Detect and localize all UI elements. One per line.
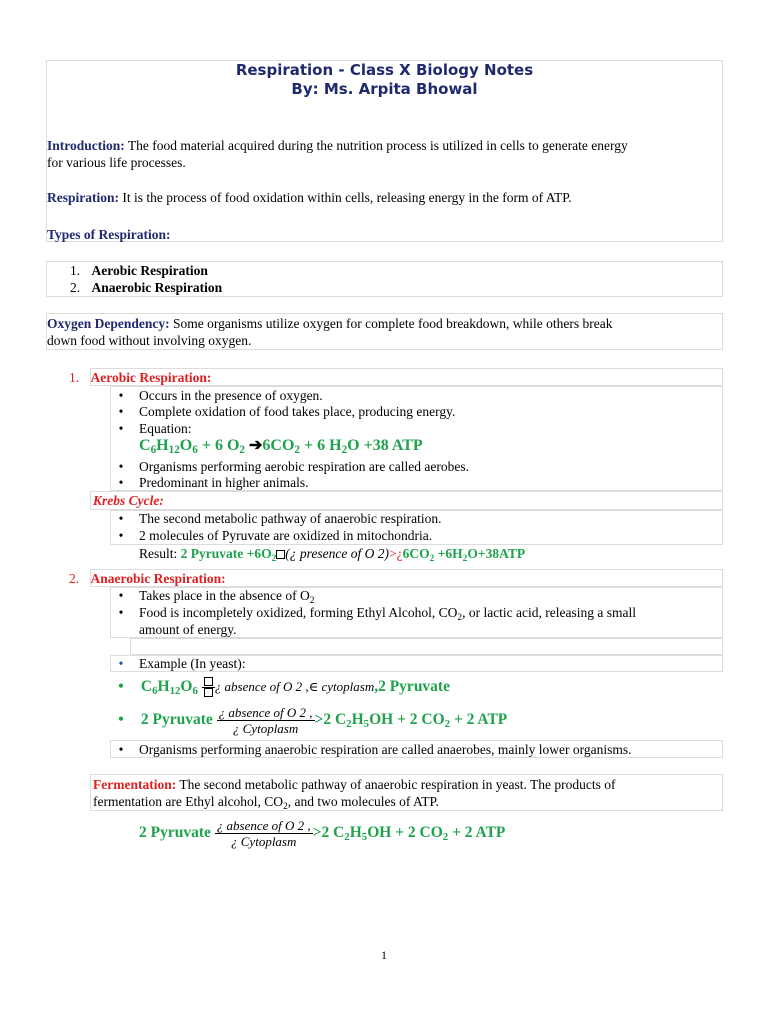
aerobic-number: 1. bbox=[69, 370, 80, 385]
aerobic-bullet-2-text: Complete oxidation of food takes place, producing energy. bbox=[139, 404, 456, 419]
types-item-2-number: 2. bbox=[70, 280, 81, 295]
page-number: 1 bbox=[381, 948, 387, 962]
anaerobic-heading bbox=[69, 570, 226, 587]
introduction-text-2: for various life processes. bbox=[47, 155, 186, 170]
anaerobic-bullet-last bbox=[115, 741, 631, 758]
bullet-icon: • bbox=[118, 421, 124, 436]
krebs-bullet-2 bbox=[115, 527, 432, 544]
respiration-definition bbox=[47, 189, 727, 206]
anaerobic-equation-1: • $C_6H_{12}O_6$ ¿ absence of O 2 ,∈ cytoplasm,2 Pyruvate bbox=[115, 674, 450, 700]
example-line bbox=[115, 655, 245, 672]
aerobic-heading-text: Aerobic Respiration: bbox=[90, 370, 212, 385]
aerobic-bullet-3-text: Equation: bbox=[139, 421, 192, 436]
respiration-text: It is the process of food oxidation within cells, releasing energy in the form of ATP. bbox=[119, 190, 572, 205]
types-item-1-label: Aerobic Respiration bbox=[91, 263, 208, 278]
types-item-1 bbox=[70, 262, 208, 279]
anaerobic-bullet-1: • Takes place in the absence of $O_2$ bbox=[115, 587, 314, 604]
fermentation-equation: 2 Pyruvate $\frac{\text{¿ absence of O 2 ,}}{\text{¿ Cytoplasm}}$ >2 $C_2H_5OH + 2$ $CO_2 + 2$ ATP bbox=[139, 817, 506, 849]
box-glyph-icon bbox=[276, 550, 285, 559]
page-title bbox=[46, 61, 723, 99]
introduction-paragraph bbox=[47, 137, 727, 171]
krebs-result: Result: 2 Pyruvate $+6O_2$ (¿ presence of O $2)>¿6CO_2 +6H_2O+38ATP$ bbox=[139, 546, 526, 564]
oxygen-paragraph bbox=[47, 315, 722, 349]
types-heading: Types of Respiration: bbox=[47, 227, 171, 242]
anaerobic-heading-text: Anaerobic Respiration: bbox=[90, 571, 226, 586]
bullet-icon: • bbox=[118, 404, 124, 419]
krebs-heading-box bbox=[90, 491, 723, 510]
bullet-icon: • bbox=[118, 528, 124, 543]
aerobic-bullet-1-text: Occurs in the presence of oxygen. bbox=[139, 388, 323, 403]
title-line-1: Respiration - Class X Biology Notes bbox=[235, 61, 534, 79]
oxygen-text-1: Some organisms utilize oxygen for complete food breakdown, while others break bbox=[169, 316, 613, 331]
bullet-icon: • bbox=[118, 711, 124, 728]
krebs-bullet-2-text: 2 molecules of Pyruvate are oxidized in mitochondria. bbox=[139, 528, 433, 543]
aerobic-bullet-2 bbox=[115, 403, 455, 420]
bullet-icon: • bbox=[118, 459, 124, 474]
types-item-1-number: 1. bbox=[70, 263, 81, 278]
anaerobic-bullet-2: • Food is incompletely oxidized, forming Ethyl Alcohol, $CO_2$, or lactic acid, releasing a small amount of energy. bbox=[115, 604, 720, 638]
respiration-label: Respiration: bbox=[47, 190, 119, 205]
aerobic-heading bbox=[69, 369, 211, 386]
bullet-icon: • bbox=[118, 511, 124, 526]
krebs-heading: Krebs Cycle: bbox=[93, 493, 164, 508]
title-line-2: By: Ms. Arpita Bhowal bbox=[291, 80, 478, 98]
bullet-icon: • bbox=[118, 588, 124, 603]
fraction-glyph-icon bbox=[202, 677, 215, 698]
bullet-icon: • bbox=[118, 742, 124, 757]
introduction-label: Introduction: bbox=[47, 138, 125, 153]
empty-row-box bbox=[130, 638, 723, 655]
aerobic-bullet-4 bbox=[115, 458, 469, 475]
aerobic-bullet-3 bbox=[115, 420, 192, 437]
fermentation-label: Fermentation: bbox=[93, 777, 177, 792]
bullet-icon: • bbox=[118, 678, 124, 695]
bullet-icon: • bbox=[118, 605, 124, 620]
anaerobic-equation-2: • 2 Pyruvate $\frac{\text{¿ absence of O 2 ,}}{\text{¿ Cytoplasm}}$ >2 $C_2H_5OH + 2$ $CO_2 + 2$ ATP bbox=[115, 703, 507, 737]
anaerobic-number: 2. bbox=[69, 571, 80, 586]
bullet-icon: • bbox=[118, 475, 124, 490]
types-item-2 bbox=[70, 279, 222, 296]
oxygen-text-2: down food without involving oxygen. bbox=[47, 333, 252, 348]
krebs-bullet-1 bbox=[115, 510, 442, 527]
aerobic-bullet-4-text: Organisms performing aerobic respiration are called aerobes. bbox=[139, 459, 469, 474]
types-item-2-label: Anaerobic Respiration bbox=[91, 280, 223, 295]
introduction-text-1: The food material acquired during the nutrition process is utilized in cells to generate energy bbox=[124, 138, 628, 153]
example-text: Example (In yeast): bbox=[139, 656, 246, 671]
aerobic-bullet-5 bbox=[115, 474, 308, 491]
fermentation-paragraph: Fermentation: The second metabolic pathway of anaerobic respiration in yeast. The products of fermentation are Ethyl alcohol, $CO_2$, and two molecules of ATP. bbox=[93, 777, 616, 812]
anaerobic-bullet-1-text: Takes place in the absence of O bbox=[139, 588, 310, 603]
bullet-icon: • bbox=[118, 388, 124, 403]
aerobic-bullet-1 bbox=[115, 387, 323, 404]
anaerobic-last-text: Organisms performing anaerobic respiration are called anaerobes, mainly lower organisms. bbox=[139, 742, 632, 757]
bullet-icon: • bbox=[118, 656, 124, 671]
aerobic-equation: $C_6H_{12}O_6 + 6$ $O_2$ $➔6CO_2 + 6$ $H_2O +38$ ATP bbox=[139, 437, 423, 456]
krebs-result-label: Result: bbox=[139, 546, 181, 561]
aerobic-bullet-5-text: Predominant in higher animals. bbox=[139, 475, 309, 490]
oxygen-label: Oxygen Dependency: bbox=[47, 316, 170, 331]
krebs-bullet-1-text: The second metabolic pathway of anaerobic respiration. bbox=[139, 511, 442, 526]
